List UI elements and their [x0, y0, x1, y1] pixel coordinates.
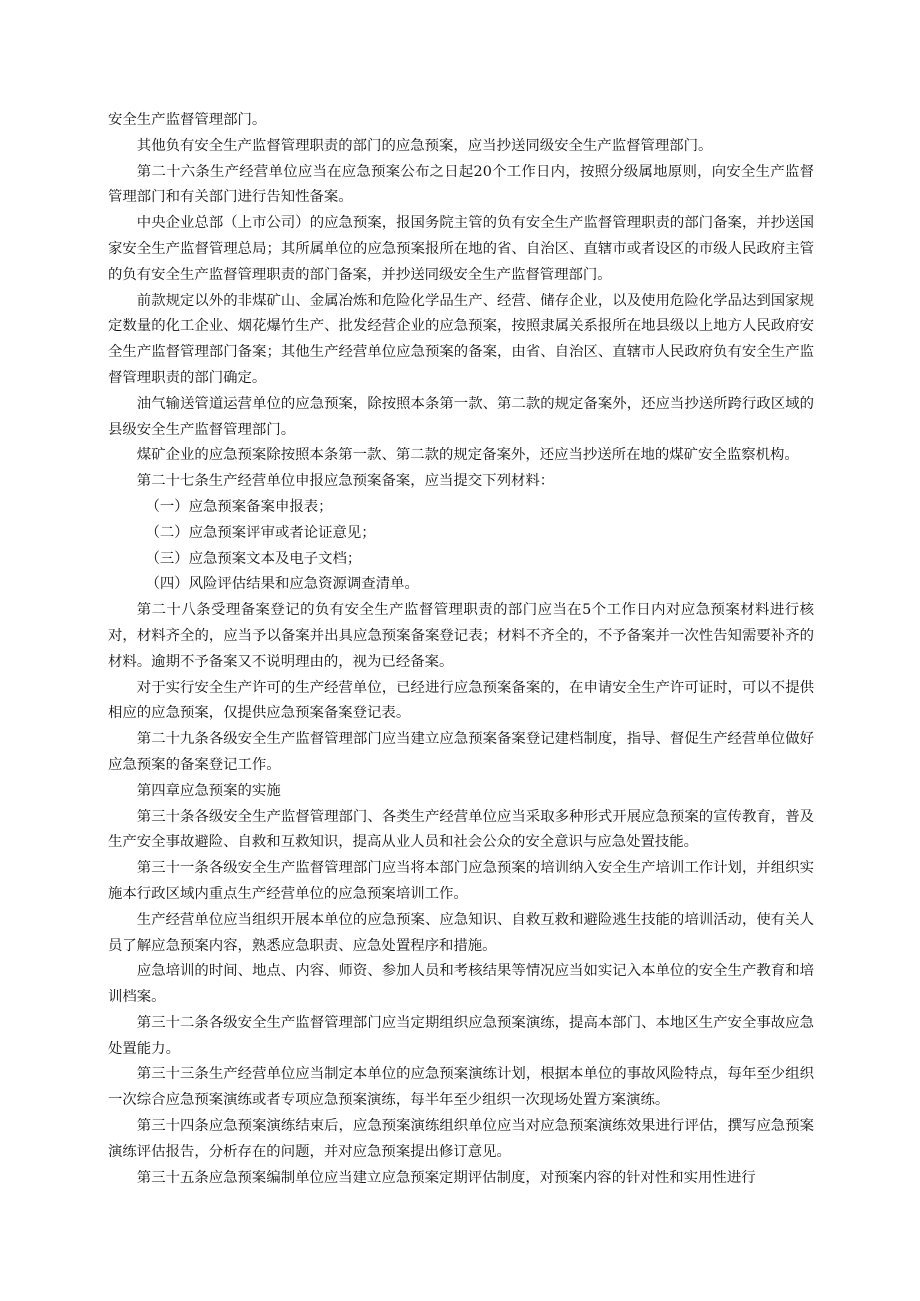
- paragraph: 中央企业总部（上市公司）的应急预案，报国务院主管的负有安全生产监督管理职责的部门备案，并抄送国家安全生产监督管理总局；其所属单位的应急预案报所在地的省、自治区、直辖市或者设区的市级人民政府主管的负有安全生产监督管理职责的部门备案，并抄送同级安全生产监督管理部门。: [108, 215, 814, 283]
- list-item: （四）风险评估结果和应急资源调查清单。: [145, 576, 419, 593]
- article-32: 第三十二条各级安全生产监督管理部门应当定期组织应急预案演练，提高本部门、本地区生产安全事故应急处置能力。: [108, 1014, 814, 1057]
- list-item: （一）应急预案备案申报表；: [145, 498, 333, 515]
- article-28: 第二十八条受理备案登记的负有安全生产监督管理职责的部门应当在5个工作日内对应急预案材料进行核对，材料齐全的，应当予以备案并出具应急预案备案登记表；材料不齐全的，不予备案并一次性告知需要补齐的材料。逾期不予备案又不说明理由的，视为已经备案。: [108, 602, 814, 670]
- article-27: 第二十七条生产经营单位申报应急预案备案，应当提交下列材料：: [136, 473, 555, 490]
- paragraph: 煤矿企业的应急预案除按照本条第一款、第二款的规定备案外，还应当抄送所在地的煤矿安全监察机构。: [136, 447, 799, 464]
- article-35: 第三十五条应急预案编制单位应当建立应急预案定期评估制度，对预案内容的针对性和实用性进行: [136, 1169, 756, 1186]
- article-33: 第三十三条生产经营单位应当制定本单位的应急预案演练计划，根据本单位的事故风险特点，每年至少组织一次综合应急预案演练或者专项应急预案演练，每半年至少组织一次现场处置方案演练。: [108, 1066, 814, 1109]
- paragraph: 应急培训的时间、地点、内容、师资、参加人员和考核结果等情况应当如实记入本单位的安全生产教育和培训档案。: [108, 963, 814, 1006]
- chapter-heading: 第四章应急预案的实施: [136, 782, 281, 799]
- article-31: 第三十一条各级安全生产监督管理部门应当将本部门应急预案的培训纳入安全生产培训工作计划，并组织实施本行政区域内重点生产经营单位的应急预案培训工作。: [108, 860, 814, 902]
- paragraph: 对于实行安全生产许可的生产经营单位，已经进行应急预案备案的，在申请安全生产许可证时，可以不提供相应的应急预案，仅提供应急预案备案登记表。: [108, 679, 814, 722]
- paragraph: 其他负有安全生产监督管理职责的部门的应急预案，应当抄送同级安全生产监督管理部门。: [136, 137, 713, 154]
- paragraph-continuation: 安全生产监督管理部门。: [108, 112, 267, 128]
- paragraph: 生产经营单位应当组织开展本单位的应急预案、应急知识、自救互救和避险逃生技能的培训活动，使有关人员了解应急预案内容，熟悉应急职责、应急处置程序和措施。: [108, 911, 814, 954]
- article-34: 第三十四条应急预案演练结束后，应急预案演练组织单位应当对应急预案演练效果进行评估，撰写应急预案演练评估报告，分析存在的问题，并对应急预案提出修订意见。: [108, 1118, 814, 1160]
- article-30: 第三十条各级安全生产监督管理部门、各类生产经营单位应当采取多种形式开展应急预案的宣传教育，普及生产安全事故避险、自救和互救知识，提高从业人员和社会公众的安全意识与应急处置技能。: [108, 808, 814, 851]
- document-body: [108, 108, 814, 1191]
- list-item: （三）应急预案文本及电子文档；: [145, 550, 362, 567]
- list-item: （二）应急预案评审或者论证意见；: [145, 524, 376, 541]
- paragraph: 油气输送管道运营单位的应急预案，除按照本条第一款、第二款的规定备案外，还应当抄送所跨行政区域的县级安全生产监督管理部门。: [108, 395, 814, 438]
- paragraph: 前款规定以外的非煤矿山、金属冶炼和危险化学品生产、经营、储存企业，以及使用危险化学品达到国家规定数量的化工企业、烟花爆竹生产、批发经营企业的应急预案，按照隶属关系报所在地县级以上地方人民政府安全生产监督管理部门备案；其他生产经营单位应急预案的备案，由省、自治区、直辖市人民政府负有安全生产监督管理职责的部门确定。: [108, 292, 814, 386]
- article-26: 第二十六条生产经营单位应当在应急预案公布之日起20个工作日内，按照分级属地原则，向安全生产监督管理部门和有关部门进行告知性备案。: [108, 163, 814, 206]
- article-29: 第二十九条各级安全生产监督管理部门应当建立应急预案备案登记建档制度，指导、督促生产经营单位做好应急预案的备案登记工作。: [108, 731, 814, 773]
